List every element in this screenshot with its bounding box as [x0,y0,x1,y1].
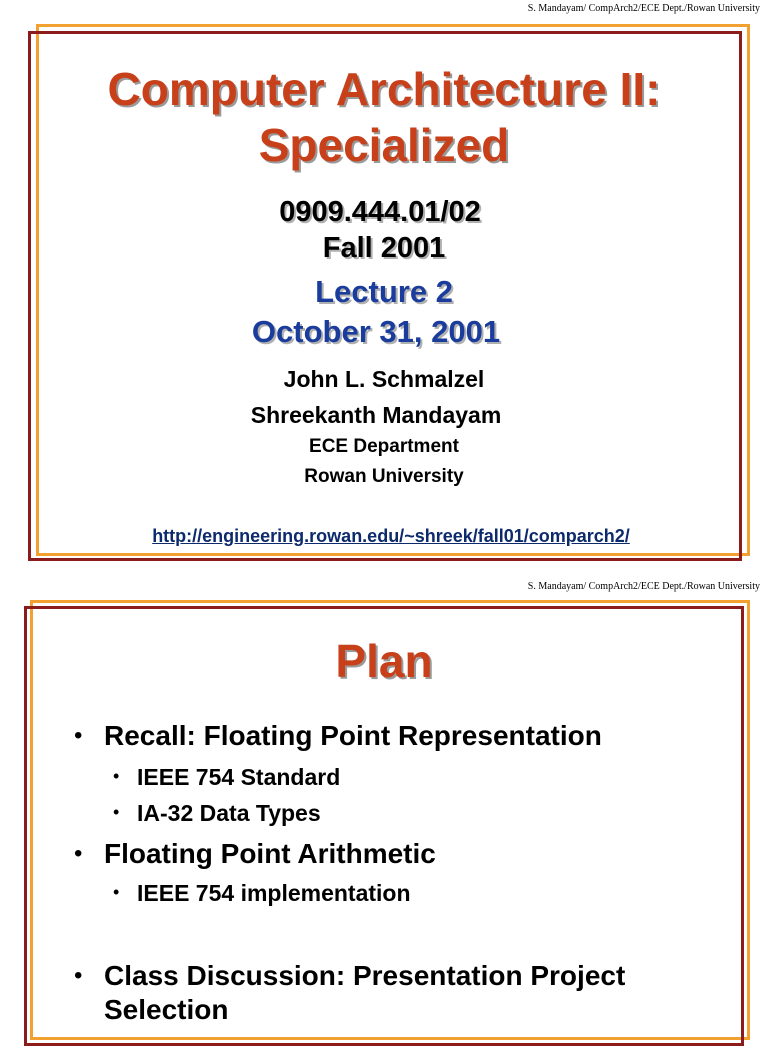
department: ECE Department [309,436,459,457]
author-2: Shreekanth Mandayam [250,402,502,428]
slide-2-title: Plan [335,635,433,687]
bullet-text: IEEE 754 Standard [137,764,341,790]
header-note-2: S. Mandayam/ CompArch2/ECE Dept./Rowan University [527,581,760,592]
slide-1-title-line-2: Specialized [258,119,510,171]
lecture-number: Lecture 2 [315,274,453,309]
bullet-class-discussion [74,960,626,992]
sub-bullet-ia-32-data-types [113,800,321,827]
author-1: John L. Schmalzel [283,366,485,392]
bullet-glyph: • [113,882,120,902]
term: Fall 2001 [322,232,446,264]
header-note: S. Mandayam/ CompArch2/ECE Dept./Rowan University [527,3,760,14]
bullet-text: Class Discussion: Presentation Project [104,960,626,991]
bullet-text: IA-32 Data Types [137,800,321,826]
university: Rowan University [304,466,464,487]
bullet-text: IEEE 754 implementation [137,880,411,906]
bullet-glyph: • [113,802,120,822]
slide-1-title-line-1: Computer Architecture II: [107,63,661,115]
course-url-link[interactable]: http://engineering.rowan.edu/~shreek/fall01/comparch2/ [152,526,630,546]
bullet-text: Recall: Floating Point Representation [104,720,602,751]
bullet-text: Selection [104,994,229,1025]
bullet-floating-point-arithmetic [74,838,436,870]
bullet-class-discussion-continued [104,994,228,1026]
sub-bullet-ieee-754-standard [113,764,341,791]
bullet-glyph: • [74,840,83,867]
lecture-date: October 31, 2001 [251,314,501,349]
bullet-glyph: • [74,722,83,749]
bullet-glyph: • [113,766,120,786]
bullet-recall-floating-point [74,720,602,752]
sub-bullet-ieee-754-implementation [113,880,411,907]
course-number: 0909.444.01/02 [279,196,481,228]
bullet-text: Floating Point Arithmetic [104,838,436,869]
bullet-glyph: • [74,962,83,989]
